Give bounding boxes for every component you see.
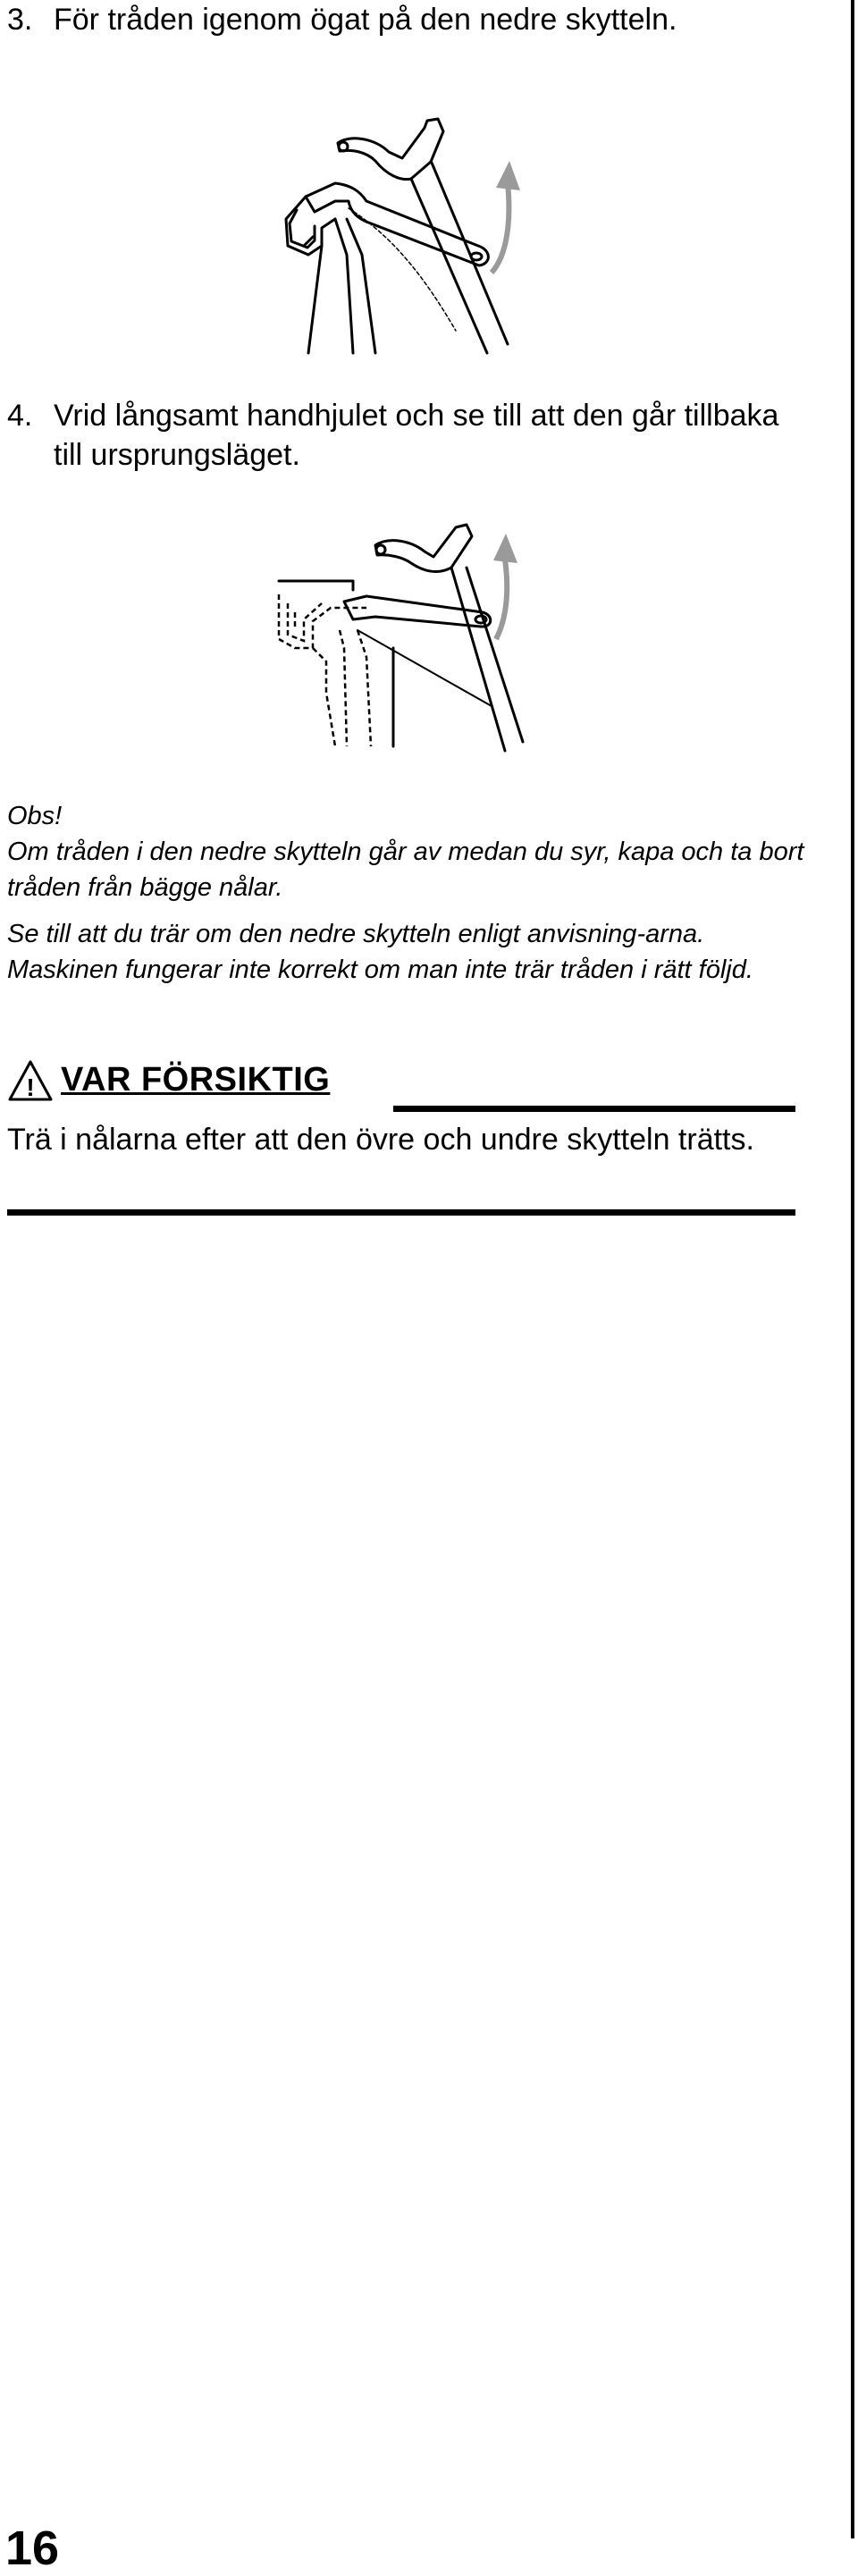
note-block bbox=[7, 798, 812, 988]
looper-return-position-illustration bbox=[268, 514, 536, 764]
note-label: Obs! bbox=[7, 802, 63, 830]
step-text: För tråden igenom ögat på den nedre skytteln. bbox=[54, 3, 677, 37]
warning-icon-mark: ! bbox=[26, 1073, 35, 1101]
step-number: 4. bbox=[7, 399, 33, 433]
note-paragraph-2: Se till att du trär om den nedre skytteln enligt anvisning-arna. Maskinen fungerar inte korrekt om man inte trär tråden i rätt följd. bbox=[7, 920, 753, 984]
caution-body: Trä i nålarna efter att den övre och undre skytteln trätts. bbox=[7, 1123, 754, 1157]
step-text: Vrid långsamt handhjulet och se till att den går tillbaka till ursprungsläget. bbox=[54, 399, 779, 472]
caution-rule-bottom bbox=[7, 1209, 795, 1216]
caution-rule-top bbox=[393, 1106, 795, 1112]
page-number: 16 bbox=[5, 2521, 60, 2575]
note-paragraph-1: Om tråden i den nedre skytteln går av medan du syr, kapa och ta bort tråden från bägge nålar. bbox=[7, 838, 804, 902]
lower-looper-threading-illustration bbox=[268, 112, 536, 371]
page-margin-rule bbox=[851, 0, 854, 2538]
caution-title: VAR FÖRSIKTIG bbox=[61, 1061, 331, 1099]
caution-header bbox=[7, 1057, 794, 1102]
step-4 bbox=[7, 396, 812, 475]
step-3 bbox=[7, 0, 812, 39]
step-number: 3. bbox=[7, 3, 33, 37]
warning-triangle-icon bbox=[7, 1059, 54, 1102]
